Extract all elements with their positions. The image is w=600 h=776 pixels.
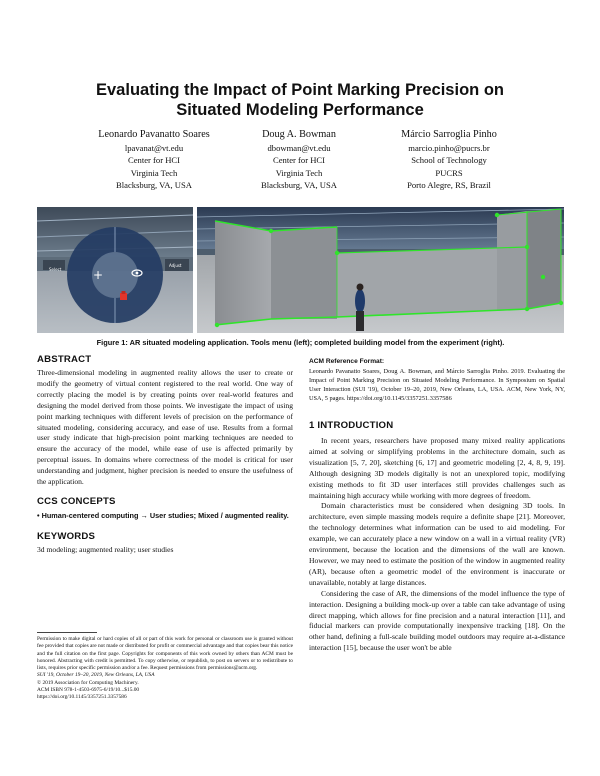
author-email: marcio.pinho@pucrs.br [408, 143, 490, 153]
intro-paragraph-2: Domain characteristics must be considered when designing 3D tools. In architecture, even simple massing models require a definite shape [21]. Moreover, the technology determines what information can be used to aid modeling. For example, we can accurately place a new window on a wall in a virtual reality (VR) environment, because the location and the dimensions of the wall are known. However, we may need to estimate the position of the window in augmented reality (AR), because often a geometric model of the environment is inaccurate or unavailable, notably at large distances. [309, 501, 565, 587]
author-email: lpavanat@vt.edu [124, 143, 184, 153]
ccs-text: • Human-centered computing → User studies; Mixed / augmented reality. [37, 510, 289, 520]
author-org: Virginia Tech [130, 167, 178, 178]
paper-title [60, 80, 540, 120]
right-column [309, 358, 565, 654]
reference-heading: ACM Reference Format: [309, 358, 385, 365]
isbn-line: ACM ISBN 978-1-4503-6975-6/19/10...$15.00 [37, 687, 140, 694]
author-name: Leonardo Pavanatto Soares [98, 129, 210, 140]
venue-line: SUI '19, October 19–20, 2019, New Orleans, LA, USA [37, 672, 155, 679]
author-place: Blacksburg, VA, USA [261, 180, 337, 191]
author-dept: Center for HCI [272, 155, 326, 166]
intro-paragraph-3: Considering the case of AR, the dimensions of the model influence the type of interaction. Designing a building mock-up over a table can take advantage of using direct mapping, which allows for fine precision and a natural interaction [11], and fiducial markers can provide computationally inexpensive tracking [18]. On the other hand, defining a full-scale building model outdoors may require at-a-distance interaction [15], because the user won't be able [309, 588, 565, 653]
doi-line: https://doi.org/10.1145/3357251.3357586 [37, 694, 127, 701]
reference-text: Leonardo Pavanatto Soares, Doug A. Bowman, and Márcio Sarroglia Pinho. 2019. Evaluating the Impact of Point Marking Precision on Situated Modeling Performance. In Symposium on Spatial User Interaction (SUI '19), October 19–20, 2019, New Orleans, LA, USA. ACM, New York, NY, USA, 5 pages. https://doi.org/10.1145/3357251.3357586 [309, 368, 565, 402]
introduction-heading: 1 INTRODUCTION [309, 420, 394, 431]
svg-text:Select: Select [49, 267, 62, 272]
title-line-1: Evaluating the Impact of Point Marking Precision on [96, 81, 504, 99]
author-dept: School of Technology [411, 155, 487, 166]
permission-block [37, 632, 293, 702]
author-place: Blacksburg, VA, USA [116, 180, 192, 191]
teaser-figure [37, 207, 564, 333]
author-3 [364, 128, 534, 192]
author-2 [214, 128, 384, 192]
author-email: dbowman@vt.edu [267, 143, 331, 153]
keywords-heading: KEYWORDS [37, 530, 96, 542]
abstract-heading: ABSTRACT [37, 354, 92, 365]
abstract-text: Three-dimensional modeling in augmented reality allows the user to create or modify the geometry of virtual content registered to the real world. One way of correctly placing the model is by creating points over real-world features and designing the model derived from those points. We investigate the impact of using point marking techniques with different levels of precision on the performance of situated modeling, considering accuracy, and ease of use. Results from a formal user study indicate that high-precision point marking techniques are needed to ensure the accuracy of the model, while ease of use is affected primarily by perceptual issues. In domains where correctness of the model is critical for user understanding and judgment, higher precision is needed to ensure the usefulness of the application. [37, 368, 293, 487]
tools-menu-image [37, 207, 193, 333]
svg-text:Adjust: Adjust [169, 263, 182, 268]
title-line-2: Situated Modeling Performance [176, 101, 424, 119]
svg-text:+: + [93, 268, 104, 282]
author-name: Márcio Sarroglia Pinho [401, 129, 497, 140]
keywords-text: 3d modeling; augmented reality; user studies [37, 544, 174, 554]
author-org: PUCRS [435, 167, 463, 178]
figure-caption: Figure 1: AR situated modeling application. Tools menu (left); completed building model from the experiment (right). [96, 338, 505, 347]
author-name: Doug A. Bowman [262, 129, 336, 140]
author-place: Porto Alegre, RS, Brazil [407, 180, 491, 191]
copyright-line: © 2019 Association for Computing Machinery. [37, 679, 139, 686]
footnote-rule [37, 632, 97, 633]
building-model-image [197, 207, 564, 333]
ccs-heading: CCS CONCEPTS [37, 495, 116, 507]
intro-paragraph-1: In recent years, researchers have proposed many mixed reality applications aimed at solving or simplifying problems in the architecture domain, such as visualization [5, 7, 20], sketching [6, 17] and geometric modeling [2, 4, 8, 9, 19]. Although designing 3D models digitally is not an unexplored topic, modifying existing methods to fit 3D user interfaces still provides challenges such as maintaining high accuracy while working with more degrees of freedom. [309, 436, 565, 500]
author-dept: Center for HCI [127, 155, 181, 166]
permission-text: Permission to make digital or hard copies of all or part of this work for personal or classroom use is granted without fee provided that copies are not made or distributed for profit or commercial advantage and that copies bear this notice and the full citation on the first page. Copyrights for components of this work owned by others than ACM must be honored. Abstracting with credit is permitted. To copy otherwise, or republish, to post on servers or to redistribute to lists, requires prior specific permission and/or a fee. Request permissions from permissions@acm.org. [37, 636, 293, 672]
author-org: Virginia Tech [275, 167, 323, 178]
left-column [37, 354, 293, 556]
